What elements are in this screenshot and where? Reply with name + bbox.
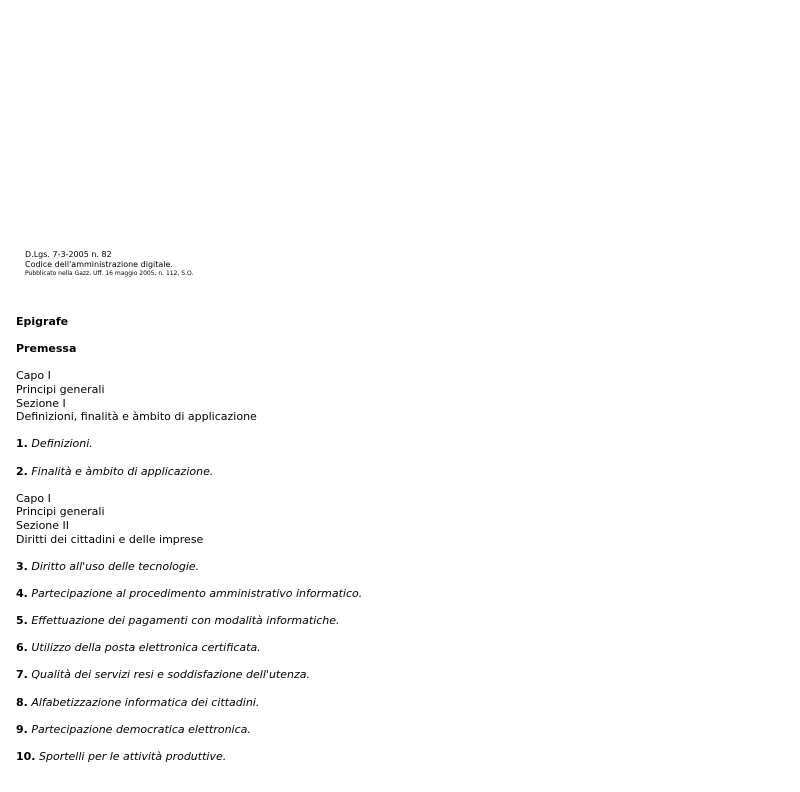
article-number: 4. [16, 586, 28, 600]
spacer [16, 600, 776, 614]
spacer [16, 655, 776, 669]
spacer [16, 546, 776, 560]
article-number: 8. [16, 695, 28, 709]
article-number: 5. [16, 614, 28, 628]
toc-premessa-link[interactable]: Premessa [16, 342, 77, 356]
article-number: 9. [16, 722, 28, 736]
spacer [16, 573, 776, 587]
article-title: Definizioni. [31, 437, 93, 451]
toc-epigrafe-link[interactable]: Epigrafe [16, 315, 69, 328]
sezione-title: Definizioni, finalità e àmbito di applicazione [16, 410, 257, 424]
decree-reference: D.Lgs. 7-3-2005 n. 82 [25, 250, 112, 259]
article-title: Alfabetizzazione informatica dei cittadini. [31, 695, 260, 709]
article-title: Sportelli per le attività produttive. [39, 750, 227, 763]
publication-note: Pubblicato nella Gazz. Uff. 16 maggio 2005, n. 112, S.O. [25, 270, 194, 277]
spacer [16, 736, 776, 750]
spacer [16, 709, 776, 723]
article-title: Utilizzo della posta elettronica certificata. [31, 641, 261, 655]
article-number: 2. [16, 464, 28, 478]
article-number: 10. [16, 750, 36, 763]
table-of-contents [16, 315, 776, 764]
toc-article-link[interactable] [16, 465, 776, 479]
toc-article-link[interactable] [16, 696, 776, 710]
sezione-title: Diritti dei cittadini e delle imprese [16, 532, 204, 546]
article-title: Partecipazione democratica elettronica. [31, 722, 251, 736]
spacer [16, 682, 776, 696]
toc-article-link[interactable] [16, 560, 776, 574]
spacer [16, 628, 776, 642]
article-number: 1. [16, 437, 28, 451]
toc-article-link[interactable] [16, 723, 776, 737]
article-title: Effettuazione dei pagamenti con modalità informatiche. [31, 614, 340, 628]
spacer [16, 424, 776, 438]
capo-heading: Capo I [16, 369, 51, 383]
document-header [25, 251, 193, 277]
capo-title: Principi generali [16, 382, 105, 396]
spacer [16, 451, 776, 465]
capo-title: Principi generali [16, 505, 105, 519]
article-number: 7. [16, 668, 28, 682]
toc-article-link[interactable] [16, 668, 776, 682]
article-title: Finalità e àmbito di applicazione. [31, 464, 214, 478]
spacer [16, 356, 776, 370]
toc-article-link[interactable] [16, 750, 776, 764]
decree-title: Codice dell'amministrazione digitale. [25, 260, 173, 269]
spacer [16, 329, 776, 343]
toc-article-link[interactable] [16, 437, 776, 451]
article-title: Partecipazione al procedimento amministrativo informatico. [31, 586, 363, 600]
toc-article-link[interactable] [16, 641, 776, 655]
spacer [16, 478, 776, 492]
toc-article-link[interactable] [16, 614, 776, 628]
toc-article-link[interactable] [16, 587, 776, 601]
article-number: 3. [16, 559, 28, 573]
sezione-heading: Sezione I [16, 396, 66, 410]
sezione-heading: Sezione II [16, 518, 70, 532]
article-title: Qualità dei servizi resi e soddisfazione dell'utenza. [31, 668, 310, 682]
capo-heading: Capo I [16, 491, 51, 505]
article-title: Diritto all'uso delle tecnologie. [31, 559, 200, 573]
article-number: 6. [16, 641, 28, 655]
